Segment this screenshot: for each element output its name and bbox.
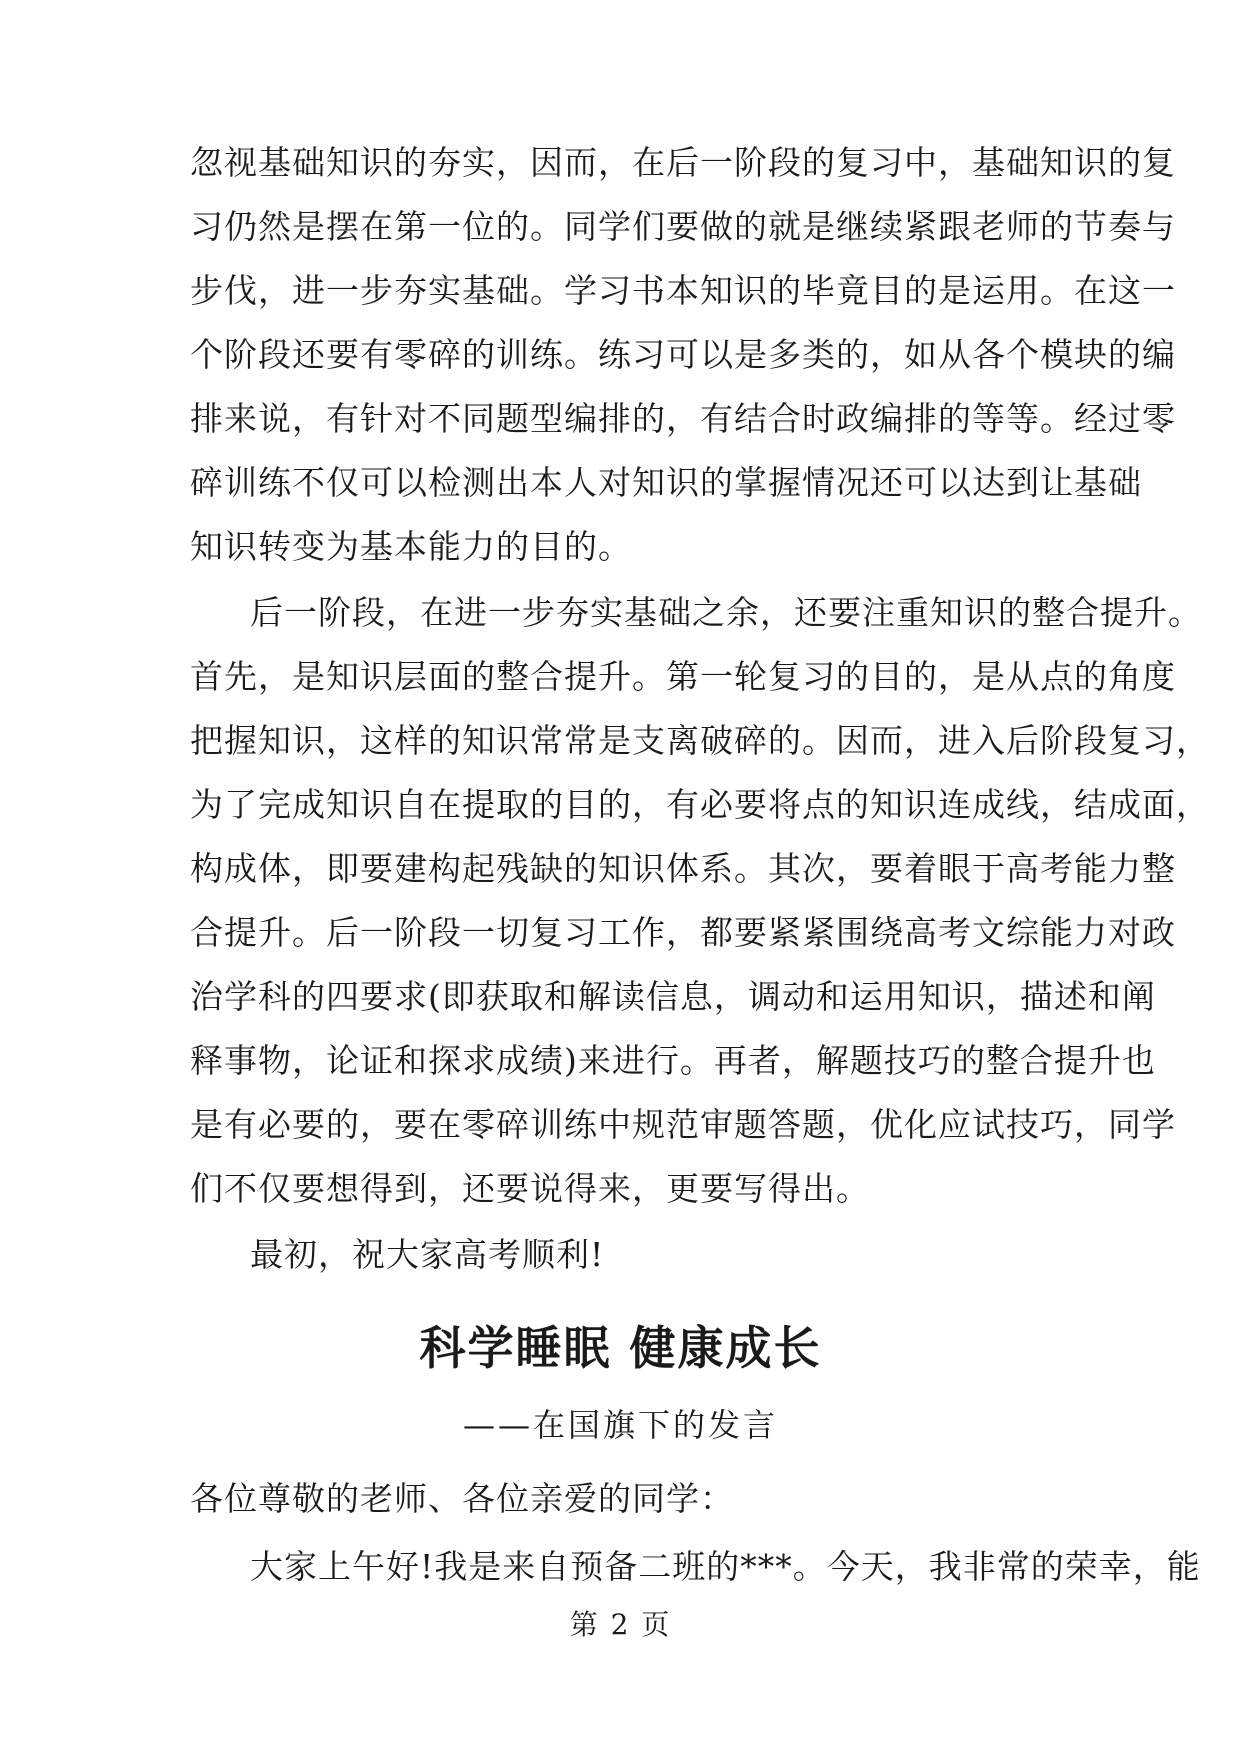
paragraph-2-line-3: 把握知识，这样的知识常常是支离破碎的。因而，进入后阶段复习，: [190, 721, 1210, 760]
paragraph-2-line-10: 们不仅要想得到，还要说得来，更要写得出。: [190, 1169, 870, 1208]
paragraph-2-line-2: 首先，是知识层面的整合提升。第一轮复习的目的，是从点的角度: [190, 657, 1176, 696]
speech-title: 科学睡眠 健康成长: [419, 1321, 822, 1375]
paragraph-2-line-4: 为了完成知识自在提取的目的，有必要将点的知识连成线，结成面，: [190, 785, 1210, 824]
speech-subtitle: ——在国旗下的发言: [462, 1406, 778, 1444]
paragraph-1-line-5: 排来说，有针对不同题型编排的，有结合时政编排的等等。经过零: [190, 399, 1176, 438]
paragraph-2-line-6: 合提升。后一阶段一切复习工作，都要紧紧围绕高考文综能力对政: [190, 913, 1176, 952]
paragraph-1-line-2: 习仍然是摆在第一位的。同学们要做的就是继续紧跟老师的节奏与: [190, 207, 1176, 246]
paragraph-2-line-8: 释事物，论证和探求成绩)来进行。再者，解题技巧的整合提升也: [190, 1041, 1156, 1080]
paragraph-2-line-1: 后一阶段，在进一步夯实基础之余，还要注重知识的整合提升。: [250, 593, 1202, 632]
closing-line: 最初，祝大家高考顺利!: [250, 1235, 605, 1274]
paragraph-1-line-7: 知识转变为基本能力的目的。: [190, 527, 632, 566]
speech-salutation: 各位尊敬的老师、各位亲爱的同学：: [190, 1479, 734, 1518]
speech-opening-line: 大家上午好!我是来自预备二班的***。今天，我非常的荣幸，能: [250, 1547, 1201, 1586]
paragraph-1-line-3: 步伐，进一步夯实基础。学习书本知识的毕竟目的是运用。在这一: [190, 271, 1176, 310]
page-number: 第 2 页: [569, 1608, 672, 1641]
paragraph-1-line-4: 个阶段还要有零碎的训练。练习可以是多类的，如从各个模块的编: [190, 335, 1176, 374]
paragraph-1-line-6: 碎训练不仅可以检测出本人对知识的掌握情况还可以达到让基础: [190, 463, 1142, 502]
paragraph-2-line-7: 治学科的四要求(即获取和解读信息，调动和运用知识，描述和阐: [190, 977, 1156, 1016]
paragraph-1-line-1: 忽视基础知识的夯实，因而，在后一阶段的复习中，基础知识的复: [190, 143, 1176, 182]
paragraph-2-line-9: 是有必要的，要在零碎训练中规范审题答题，优化应试技巧，同学: [190, 1105, 1176, 1144]
paragraph-2-line-5: 构成体，即要建构起残缺的知识体系。其次，要着眼于高考能力整: [190, 849, 1176, 888]
